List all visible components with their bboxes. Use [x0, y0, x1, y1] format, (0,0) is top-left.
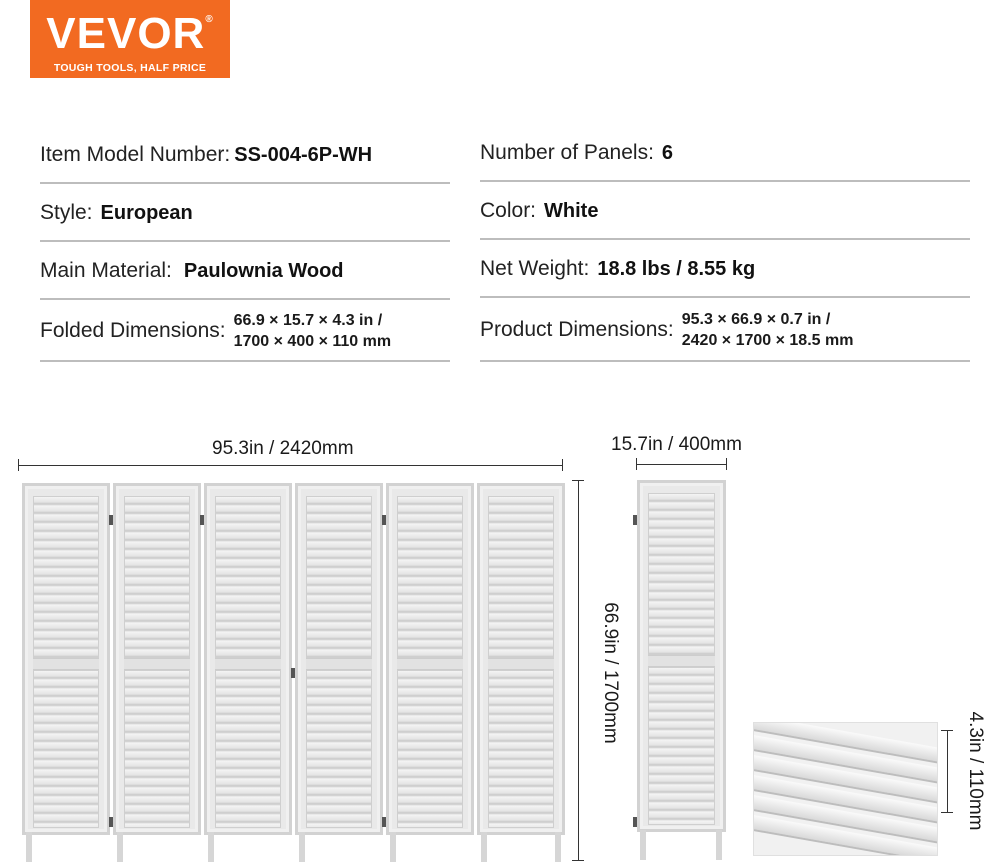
spec-row-product-dimensions — [480, 300, 970, 362]
mid-rail — [306, 658, 372, 670]
mid-rail — [488, 658, 554, 670]
thickness-tick-top — [941, 730, 953, 731]
width-dimension-label: 95.3in / 2420mm — [212, 438, 354, 459]
louver-upper — [488, 496, 554, 658]
thickness-dimension-line — [947, 730, 948, 812]
panel-leg — [555, 832, 561, 862]
spec-label: Color: — [480, 199, 537, 222]
panel-width-tick-right — [726, 458, 727, 470]
spec-row-folded-dimensions — [40, 302, 450, 362]
spec-row-panels — [480, 126, 970, 182]
louver-lower — [33, 670, 99, 828]
product-dimensions-mm: 2420 × 1700 × 18.5 mm — [681, 332, 854, 349]
hinge — [382, 817, 386, 827]
panel-leg — [208, 832, 214, 862]
panel-leg — [481, 832, 487, 862]
louver-lower — [306, 670, 372, 828]
height-dimension-line — [578, 480, 579, 860]
spec-label: Item Model Number: — [40, 143, 231, 166]
panel-width-line — [636, 464, 726, 465]
panel-leg — [117, 832, 123, 862]
screen-panel — [386, 483, 474, 835]
panel-leg — [640, 830, 646, 860]
spec-value — [234, 310, 391, 352]
spec-label: Folded Dimensions: — [40, 319, 226, 342]
louver-upper — [306, 496, 372, 658]
hinge — [382, 515, 386, 525]
louver-lower — [488, 670, 554, 828]
screen-panel — [204, 483, 292, 835]
width-dimension-line — [18, 465, 562, 466]
spec-value: European — [100, 201, 193, 224]
height-tick-bottom — [572, 860, 584, 861]
hinge — [200, 515, 204, 525]
spec-value: 6 — [661, 141, 674, 164]
product-dimensions-in: 95.3 × 66.9 × 0.7 in / — [681, 311, 831, 328]
panel-leg — [299, 832, 305, 862]
louver-lower — [397, 670, 463, 828]
spec-value: White — [544, 199, 599, 222]
logo-brand: VEVOR® — [46, 9, 214, 58]
panel-leg — [390, 832, 396, 862]
hinge — [109, 817, 113, 827]
louver-lower — [124, 670, 190, 828]
mid-rail — [124, 658, 190, 670]
panel-width-tick-left — [636, 458, 637, 470]
hinge — [633, 515, 637, 525]
louver-upper — [215, 496, 281, 658]
panel-width-label: 15.7in / 400mm — [611, 434, 742, 455]
thickness-dimension-label: 4.3in / 110mm — [965, 711, 986, 831]
width-tick-left — [18, 459, 19, 471]
folded-dimensions-in: 66.9 × 15.7 × 4.3 in / — [233, 312, 383, 329]
spec-value: Paulownia Wood — [183, 259, 344, 282]
screen-panel — [477, 483, 565, 835]
spec-value: SS-004-6P-WH — [234, 143, 373, 166]
louver-upper — [124, 496, 190, 658]
hinge — [633, 817, 637, 827]
spec-label: Style: — [40, 201, 93, 224]
spec-row-material — [40, 244, 450, 300]
vevor-logo — [30, 0, 230, 78]
mid-rail — [33, 658, 99, 670]
spec-row-weight — [480, 242, 970, 298]
hinge — [109, 515, 113, 525]
logo-tagline: TOUGH TOOLS, HALF PRICE — [53, 62, 207, 74]
mid-rail — [648, 655, 715, 667]
screen-panel — [113, 483, 201, 835]
louver-upper — [33, 496, 99, 658]
spec-label: Product Dimensions: — [480, 318, 674, 341]
spec-row-style — [40, 186, 450, 242]
screen-panel — [295, 483, 383, 835]
louver-lower — [648, 667, 715, 825]
mid-rail — [397, 658, 463, 670]
spec-row-color — [480, 184, 970, 240]
spec-row-model — [40, 128, 450, 184]
height-dimension-label: 66.9in / 1700mm — [600, 602, 621, 744]
spec-label: Number of Panels: — [480, 141, 654, 164]
panel-leg — [26, 832, 32, 862]
spec-label: Main Material: — [40, 259, 172, 282]
panel-leg — [716, 830, 722, 860]
folded-dimensions-mm: 1700 × 400 × 110 mm — [233, 333, 392, 350]
height-tick-top — [572, 480, 584, 481]
spec-label: Net Weight: — [480, 257, 590, 280]
hinge — [291, 668, 295, 678]
folded-stack-image — [753, 722, 938, 856]
spec-value — [682, 309, 854, 351]
louver-lower — [215, 670, 281, 828]
louver-upper — [397, 496, 463, 658]
thickness-tick-bottom — [941, 812, 953, 813]
mid-rail — [215, 658, 281, 670]
louver-upper — [648, 493, 715, 655]
screen-panel — [22, 483, 110, 835]
width-tick-right — [562, 459, 563, 471]
single-panel — [637, 480, 726, 832]
spec-value: 18.8 lbs / 8.55 kg — [597, 257, 756, 280]
